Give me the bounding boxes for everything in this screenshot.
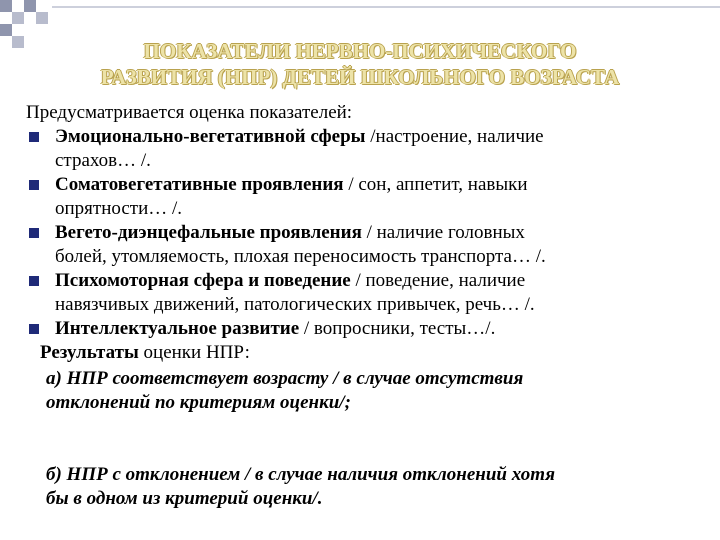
- square-bullet-icon: [29, 180, 39, 190]
- square-bullet-icon: [29, 324, 39, 334]
- item-continuation: опрятности… /.: [55, 198, 183, 219]
- result-b: [46, 463, 716, 511]
- square-bullet-icon: [29, 228, 39, 238]
- list-item: [26, 269, 716, 317]
- item-continuation: навязчивых движений, патологических привычек, речь… /.: [55, 294, 535, 315]
- item-bold: Соматовегетативные проявления: [55, 174, 344, 195]
- item-bold: Интеллектуальное развитие: [55, 318, 300, 339]
- item-bold: Психомоторная сфера и поведение: [55, 270, 351, 291]
- item-text: / поведение, наличие: [350, 270, 526, 291]
- result-a-line-2: отклонений по критериям оценки/;: [46, 392, 351, 413]
- square-bullet-icon: [29, 132, 39, 142]
- results-heading: [40, 341, 716, 365]
- item-text: / наличие головных: [361, 222, 525, 243]
- item-text: /настроение, наличие: [365, 126, 544, 147]
- result-b-line-1: б) НПР с отклонением / в случае наличия отклонений хотя: [46, 464, 556, 485]
- result-a-line-1: а) НПР соответствует возрасту / в случае отсутствия: [46, 368, 524, 389]
- title-line-2: РАЗВИТИЯ (НПР) ДЕТЕЙ ШКОЛЬНОГО ВОЗРАСТА: [100, 65, 620, 89]
- title-line-1: ПОКАЗАТЕЛИ НЕРВНО-ПСИХИЧЕСКОГО: [143, 39, 577, 63]
- results-text: оценки НПР:: [138, 342, 250, 363]
- intro-text: Предусматривается оценка показателей:: [26, 102, 353, 123]
- slide-title: [0, 38, 720, 90]
- item-bold: Вегето-диэнцефальные проявления: [55, 222, 362, 243]
- list-item: [26, 125, 716, 173]
- results-bold: Результаты: [40, 342, 139, 363]
- list-item: [26, 173, 716, 221]
- result-b-line-2: бы в одном из критерий оценки/.: [46, 488, 323, 509]
- item-text: / сон, аппетит, навыки: [343, 174, 528, 195]
- item-bold: Эмоционально-вегетативной сферы: [55, 126, 366, 147]
- item-continuation: болей, утомляемость, плохая переносимость транспорта… /.: [55, 246, 546, 267]
- item-text: / вопросники, тесты…/.: [299, 318, 496, 339]
- list-item: [26, 221, 716, 269]
- top-divider: [52, 6, 720, 8]
- item-continuation: страхов… /.: [55, 150, 151, 171]
- result-a: [46, 367, 716, 415]
- square-bullet-icon: [29, 276, 39, 286]
- slide-body: [26, 101, 716, 511]
- list-item: [26, 317, 716, 341]
